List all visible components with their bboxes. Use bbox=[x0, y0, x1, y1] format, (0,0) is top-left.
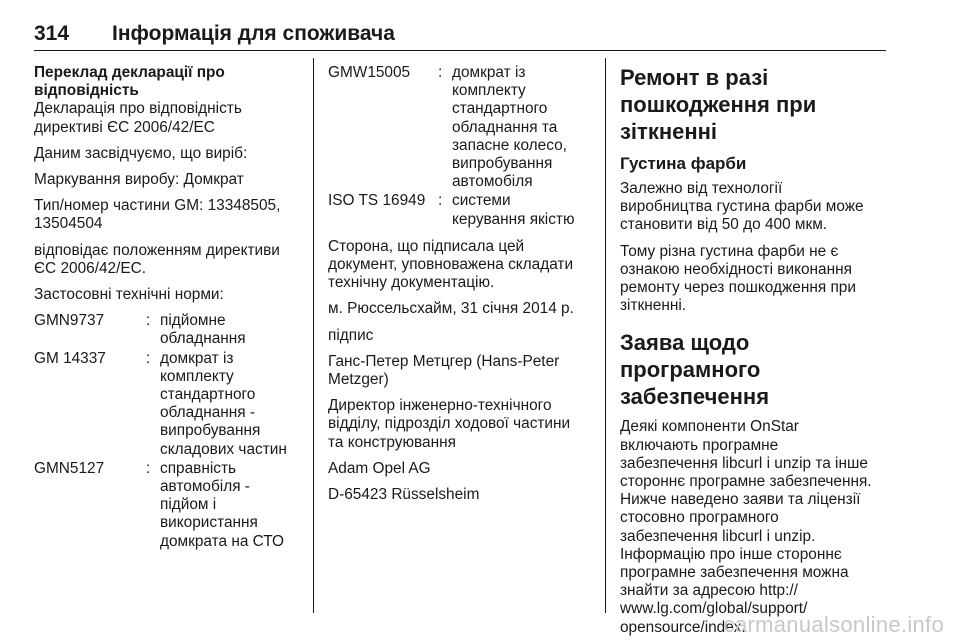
part-numbers: Тип/номер частини GM: 13348505, 13504504 bbox=[34, 197, 281, 233]
separator: : bbox=[146, 349, 151, 367]
signature-label: підпис bbox=[328, 326, 374, 344]
standard-description: системи керування якістю bbox=[452, 192, 575, 228]
column-divider-2 bbox=[605, 58, 606, 613]
column-middle bbox=[328, 64, 594, 512]
table-row bbox=[34, 312, 304, 348]
header-divider bbox=[34, 50, 886, 51]
column-left bbox=[34, 64, 304, 552]
column-right bbox=[620, 64, 895, 637]
spacer bbox=[328, 230, 594, 238]
watermark-text: carmanualsonline.info bbox=[723, 612, 944, 637]
standard-code: GM 14337 bbox=[34, 349, 106, 367]
separator: : bbox=[438, 192, 443, 210]
company-address: D-65423 Rüsselsheim bbox=[328, 486, 480, 504]
standard-description: домкрат із комплекту стандартного обладнання - випробування складових частин bbox=[160, 349, 287, 458]
company-name: Adam Opel AG bbox=[328, 459, 431, 477]
page-title: Інформація для споживача bbox=[112, 22, 395, 45]
separator: : bbox=[146, 459, 151, 477]
declaration-intro: Декларація про відповідність директиві ЄС 2006/42/EC bbox=[34, 100, 242, 136]
declaration-heading: Переклад декларації про відповідність bbox=[34, 64, 225, 100]
paint-thickness-heading: Густина фарби bbox=[620, 154, 747, 173]
standard-description: справність автомобіля - підйом і використання домкрата на СТО bbox=[160, 459, 284, 550]
standard-code: ISO TS 16949 bbox=[328, 192, 426, 210]
applicable-standards-label: Застосовні технічні норми: bbox=[34, 286, 224, 304]
signatory-authorization: Сторона, що підписала цей документ, уповноважена складати технічну документацію. bbox=[328, 237, 574, 292]
standard-code: GMW15005 bbox=[328, 64, 411, 81]
collision-repair-heading: Ремонт в разі пошкодження при зіткненні bbox=[620, 65, 817, 144]
standard-description: підйомне обладнання bbox=[160, 312, 246, 348]
standards-table bbox=[34, 312, 304, 551]
signatory-position: Директор інженерно-технічного відділу, підрозділ ходової частини та конструювання bbox=[328, 397, 571, 451]
separator: : bbox=[438, 64, 443, 81]
place-date: м. Рюссельсхайм, 31 січня 2014 р. bbox=[328, 300, 574, 318]
software-statement-text: Деякі компоненти OnStar включають програмне забезпечення libcurl і unzip та інше стороннє програмне забезпечення. Нижче наведено заяви та ліцензії стосовно програмного забезпечення libcurl і unzip. Інформацію про інше стороннє програмне забезпечення можна знайти за адресою http:// www.lg.com/global/support/ opensource/index. bbox=[620, 418, 872, 636]
directive-compliance: відповідає положенням директиви ЄС 2006/42/EC. bbox=[34, 241, 280, 277]
table-row bbox=[34, 350, 304, 459]
paint-thickness-text: Залежно від технології виробництва густина фарби може становити від 50 до 400 мкм. bbox=[620, 180, 864, 234]
declaration-certify: Даним засвідчуємо, що виріб: bbox=[34, 144, 248, 162]
product-marking: Маркування виробу: Домкрат bbox=[34, 171, 244, 189]
standard-description: домкрат із комплекту стандартного обладнання та запасне колесо, випробування автомобіля bbox=[452, 64, 567, 191]
page-header bbox=[34, 22, 886, 52]
page-number: 314 bbox=[34, 22, 70, 45]
table-row bbox=[328, 64, 594, 191]
column-divider-1 bbox=[313, 58, 314, 613]
separator: : bbox=[146, 312, 151, 330]
table-row bbox=[34, 460, 304, 551]
standard-code: GMN5127 bbox=[34, 459, 105, 477]
table-row bbox=[328, 192, 594, 228]
paint-thickness-note: Тому різна густина фарби не є ознакою необхідності виконання ремонту через пошкодження при зіткненні. bbox=[620, 242, 856, 315]
signatory-name: Ганс-Петер Метцгер (Hans-Peter Metzger) bbox=[328, 352, 560, 389]
software-statement-heading: Заява щодо програмного забезпечення bbox=[620, 330, 770, 410]
standards-table-continued bbox=[328, 64, 594, 229]
standard-code: GMN9737 bbox=[34, 312, 105, 330]
